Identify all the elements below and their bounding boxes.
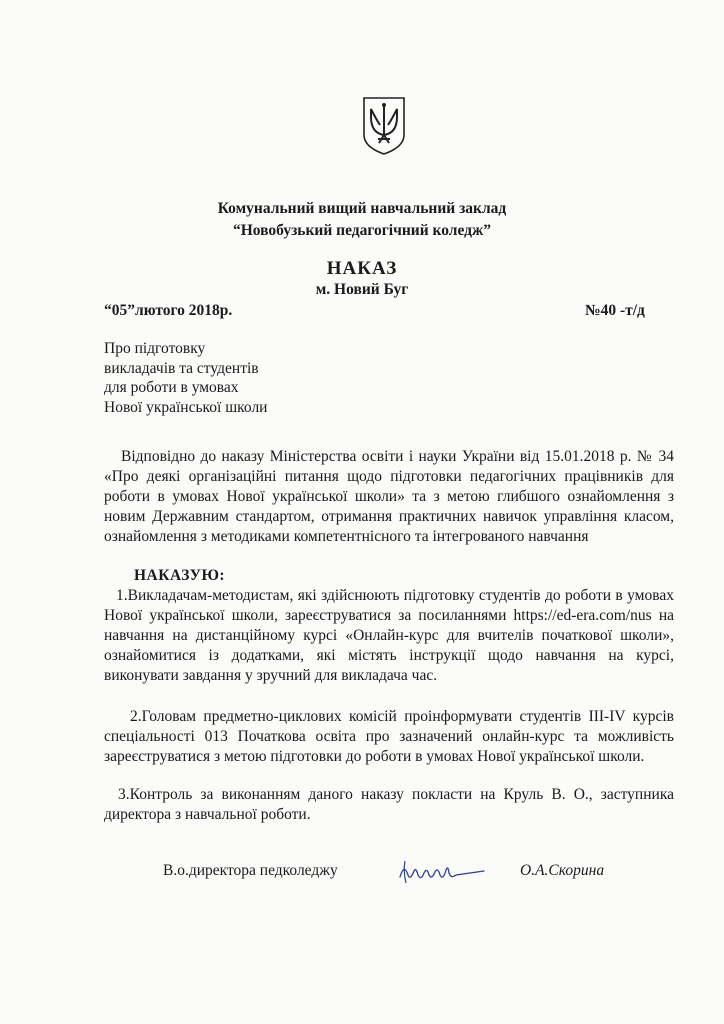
signatory-name: О.А.Скорина <box>520 862 605 879</box>
document-subject <box>104 339 267 417</box>
institution-line-2: “Новобузький педагогічний коледж” <box>232 222 491 239</box>
document-number: №40 -т/д <box>585 302 645 319</box>
institution-name <box>0 198 724 242</box>
coat-of-arms-icon <box>361 95 407 157</box>
subject-line: викладачів та студентів <box>104 359 259 377</box>
document-city: м. Новий Буг <box>315 281 409 298</box>
order-heading: НАКАЗУЮ: <box>134 567 226 584</box>
subject-line: Про підготовку <box>104 340 206 357</box>
subject-line: для роботи в умовах <box>104 379 239 396</box>
handwritten-signature <box>396 857 488 887</box>
institution-line-1: Комунальний вищий навчальний заклад <box>217 200 507 217</box>
document-date: “05”лютого 2018р. <box>104 302 233 319</box>
subject-line: Нової української школи <box>104 398 268 416</box>
signatory-role: В.о.директора педколеджу <box>163 862 338 879</box>
order-item-3: 3.Контроль за виконанням даного наказу покласти на Круль В. О., заступника директора з навчальної роботи. <box>104 786 674 823</box>
order-item-1: 1.Викладачам-методистам, які здійснюють підготовку студентів до роботи в умовах Нової української школи, зареєструватися за посиланнями https://ed-era.com/nus на навчання на дистанційному курсі «Онлайн-курс для вчителів початкової школи», ознайомитися із додатками, які містять інструкції щодо навчання на курсі, виконувати завдання у зручний для викладача час. <box>104 587 674 684</box>
order-item-2: 2.Головам предметно-циклових комісій проінформувати студентів III-IV курсів спеціальності 013 Початкова освіта про зазначений онлайн-курс та можливість зареєструватися з метою підготовки до роботи в умовах Нової української школи. <box>104 708 674 765</box>
preamble-paragraph: Відповідно до наказу Міністерства освіти і науки України від 15.01.2018 р. № 34 «Про деякі організаційні питання щодо підготовки педагогічних працівників для роботи в умовах Нової української школи» та з метою глибшого ознайомлення з новим Державним стандартом, отримання практичних навичок управління класом, ознайомлення з методиками компетентнісного та інтегрованого навчання <box>104 448 674 545</box>
document-title: НАКАЗ <box>326 258 398 279</box>
